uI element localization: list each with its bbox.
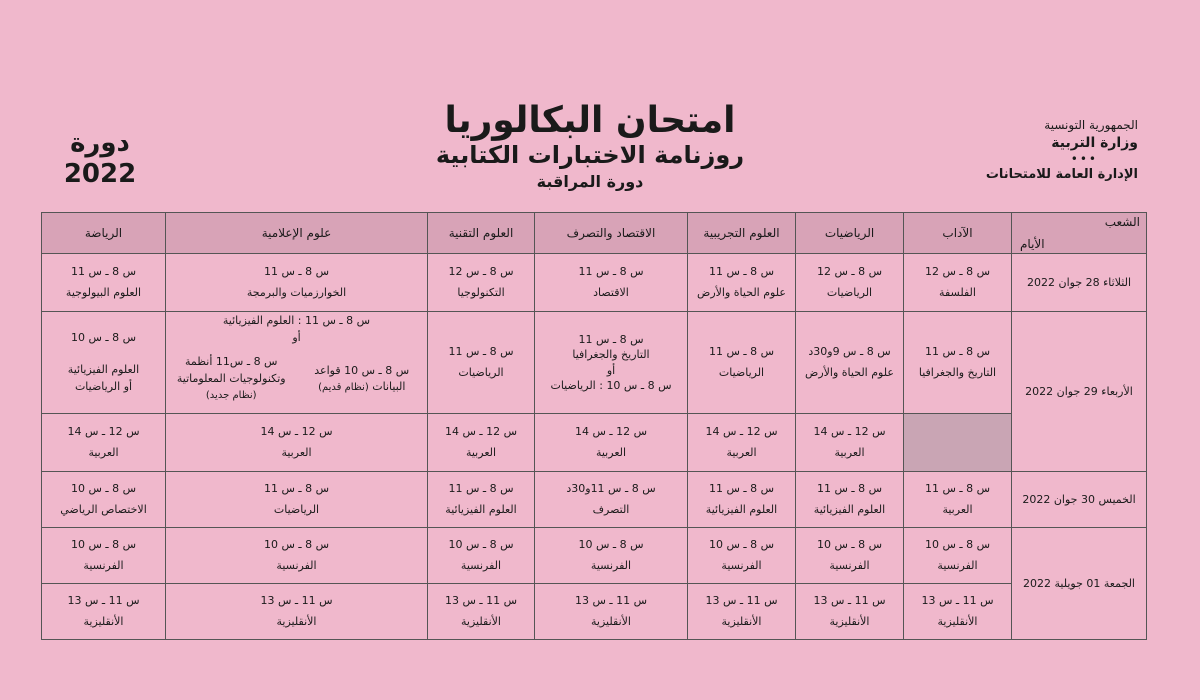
exam-time: س 8 ـ س 11 [448, 344, 514, 358]
column-header: الرياضيات [796, 213, 904, 254]
exam-subject: الرياضيات [273, 502, 320, 516]
exam-time: س 8 ـ س 12 [448, 264, 514, 278]
day-cell: الثلاثاء 28 جوان 2022 [1012, 254, 1147, 312]
exam-time: س 11 ـ س 13 [444, 593, 518, 607]
exam-time-subject: س 8 ـ س 11 : العلوم الفيزيائية [222, 314, 371, 327]
exam-subject: التكنولوجيا [457, 285, 505, 299]
split-cell-table [166, 313, 427, 412]
exam-cell [688, 584, 796, 640]
exam-subject: العلوم الفيزيائية [705, 502, 778, 516]
exam-subject: الفرنسية [829, 558, 870, 572]
exam-subject: الأنقليزية [937, 614, 978, 628]
table-row [42, 584, 1147, 640]
exam-subject: العربية [595, 445, 627, 459]
exam-time: س 12 ـ س 14 [813, 424, 886, 438]
exam-schedule-table [41, 212, 1147, 640]
exam-time: س 8 ـ س 12 [816, 264, 883, 278]
exam-cell [535, 254, 688, 312]
exam-cell [428, 528, 535, 584]
exam-time: س 8 ـ س 9و30د [808, 344, 891, 358]
exam-time: س 11 ـ س 13 [67, 593, 140, 607]
exam-time: س 8 ـ س 11 [263, 481, 330, 495]
table-row [42, 528, 1147, 584]
exam-cell [796, 584, 904, 640]
exam-subject: الأنقليزية [721, 614, 762, 628]
column-header: العلوم التجريبية [688, 213, 796, 254]
exam-subject: الاقتصاد [593, 285, 629, 299]
exam-cell [166, 584, 428, 640]
exam-time: س 8 ـ س 11 [924, 344, 991, 358]
exam-time: س 12 ـ س 14 [444, 424, 518, 438]
exam-time: س 11 ـ س 13 [705, 593, 778, 607]
exam-time: س 8 ـ س 10 [70, 537, 137, 551]
exam-subject: الفرنسية [460, 558, 502, 572]
exam-cell [42, 254, 166, 312]
column-header: الآداب [904, 213, 1012, 254]
exam-time: س 12 ـ س 14 [67, 424, 140, 438]
exam-cell [796, 414, 904, 472]
exam-time: س 8 ـ س 10 [344, 363, 410, 377]
exam-cell [428, 584, 535, 640]
exam-subject: الرياضيات [718, 365, 765, 379]
table-row [42, 254, 1147, 312]
exam-cell [688, 528, 796, 584]
page-title: امتحان البكالوريا [444, 100, 736, 141]
exam-subject: العلوم الفيزيائية [67, 362, 140, 376]
ministry-block [938, 118, 1138, 184]
exam-subject: الفرنسية [276, 558, 317, 572]
exam-subject: الفرنسية [590, 558, 632, 572]
exam-time: س 8 ـ س 10 [606, 378, 672, 392]
exam-subject: العربية [281, 445, 312, 459]
exam-time: س 11 ـ س 13 [574, 593, 648, 607]
exam-cell [428, 312, 535, 414]
exam-time: س 8 ـ س 10 [70, 331, 137, 345]
exam-cell [42, 414, 166, 472]
or-label: أو [292, 330, 301, 344]
exam-subject: أو الرياضيات [74, 380, 133, 394]
exam-cell [904, 584, 1012, 640]
exam-subject: التاريخ والجغرافيا [918, 365, 997, 379]
exam-subject: الرياضيات [458, 365, 504, 379]
exam-time: س 8 ـ س 10 [816, 537, 883, 551]
exam-subject: أنظمة وتكنولوجيات المعلوماتية [176, 355, 286, 385]
exam-time: س 8 ـ س 10 [708, 537, 775, 551]
exam-subject: الاختصاص الرياضي [60, 502, 147, 516]
exam-cell [535, 584, 688, 640]
column-header: الاقتصاد والتصرف [535, 213, 688, 254]
corner-bottom-label: الأيام [1020, 237, 1045, 251]
exam-subject: الفرنسية [721, 558, 762, 572]
exam-cell [796, 528, 904, 584]
exam-time: س 8 ـ س 11 [708, 264, 775, 278]
exam-subject: العربية [465, 445, 497, 459]
exam-subject: علوم الحياة والأرض [697, 285, 786, 299]
exam-subject: العربية [726, 445, 757, 459]
republic-name: الجمهورية التونسية [1044, 118, 1138, 132]
exam-time: س 11 ـ س 13 [813, 593, 886, 607]
table-row [42, 472, 1147, 528]
exam-subject: الفلسفة [939, 285, 976, 299]
exam-cell [535, 414, 688, 472]
exam-cell [428, 414, 535, 472]
session-name: دورة المراقبة [536, 172, 644, 192]
or-label: أو [606, 363, 616, 377]
exam-subject: الرياضيات [826, 285, 873, 299]
exam-time: س 8 ـ س 10 [263, 537, 330, 551]
exam-cell [428, 254, 535, 312]
dots-separator: ••• [1070, 151, 1098, 166]
session-label: دورة [70, 128, 130, 158]
exam-time: س 8 ـ س 11 [578, 264, 644, 278]
page-subtitle: روزنامة الاختبارات الكتابية [435, 141, 745, 170]
exam-cell [904, 472, 1012, 528]
exam-time: س 12 ـ س 14 [574, 424, 648, 438]
exam-cell [688, 472, 796, 528]
empty-shaded-cell [904, 414, 1012, 472]
exam-cell [688, 414, 796, 472]
exam-cell [796, 254, 904, 312]
exam-cell [166, 472, 428, 528]
title-block [380, 100, 800, 194]
split-top [166, 313, 427, 346]
exam-subject: الفرنسية [937, 558, 978, 572]
column-header: العلوم التقنية [428, 213, 535, 254]
split-right [297, 346, 428, 412]
exam-time: س 8 ـ س 11و30د [566, 481, 656, 495]
exam-cell [904, 254, 1012, 312]
exam-subject: العربية [834, 445, 865, 459]
session-year: 2022 [63, 159, 137, 190]
exam-time: س 8 ـ س 11 [263, 264, 330, 278]
exam-cell [42, 528, 166, 584]
exam-subject: الخوارزميات والبرمجة [246, 285, 347, 299]
exam-cell [796, 472, 904, 528]
exam-cell [42, 472, 166, 528]
corner-header [1012, 213, 1147, 254]
exam-cell [904, 528, 1012, 584]
exam-cell [166, 414, 428, 472]
exam-note: (نظام قديم) [318, 382, 369, 393]
exam-cell [42, 584, 166, 640]
exam-subject: قواعد البيانات [314, 363, 406, 393]
session-block [40, 128, 160, 190]
exam-time: س 11 ـ س 13 [260, 593, 333, 607]
ministry-name: وزارة التربية [1051, 134, 1138, 151]
exam-subject: العربية [88, 445, 119, 459]
exam-cell [688, 312, 796, 414]
exam-cell [904, 312, 1012, 414]
exam-subject: الأنقليزية [461, 614, 501, 628]
exam-time: س 8 ـ س 10 [924, 537, 991, 551]
exam-time: س 12 ـ س 14 [260, 424, 333, 438]
exam-time: س 8 ـ س 12 [924, 264, 991, 278]
exam-time: س 8 ـ س 10 [448, 537, 514, 551]
table-row [42, 312, 1147, 414]
exam-time: س 8 ـ س 10 [70, 481, 137, 495]
exam-note: (نظام جديد) [205, 390, 257, 402]
exam-time: س 11 ـ س 13 [921, 593, 994, 607]
exam-time: س 8 ـ س 11 [70, 264, 137, 278]
exam-subject: العلوم البيولوجية [65, 285, 142, 299]
exam-time: س 8 ـ س 11 [816, 481, 883, 495]
day-cell: الأربعاء 29 جوان 2022 [1012, 312, 1147, 472]
exams-directorate: الإدارة العامة للامتحانات [985, 167, 1138, 183]
exam-subject: التصرف [592, 502, 630, 516]
exam-subject: الرياضيات [550, 378, 596, 392]
exam-time: س 8 ـ س 11 [924, 481, 991, 495]
exam-time: س 8 ـ س 11 [708, 481, 775, 495]
exam-subject: الأنقليزية [276, 614, 317, 628]
exam-time: س 8 ـ س 11 [578, 332, 644, 346]
exam-time: س 8 ـ س 11 [708, 344, 775, 358]
exam-cell-split [166, 312, 428, 414]
exam-subject: الفرنسية [83, 558, 124, 572]
exam-cell: س 8 ـ س 11 التاريخ والجغرافيا أو س 8 ـ س 10 : الرياضيات [535, 312, 688, 414]
exam-time: س 8 ـ س11 [215, 355, 278, 369]
exam-subject: الأنقليزية [83, 614, 124, 628]
exam-cell [428, 472, 535, 528]
split-left [166, 346, 297, 412]
exam-subject: التاريخ والجغرافيا [572, 348, 650, 362]
exam-subject: العلوم الفيزيائية [813, 502, 886, 516]
exam-cell [688, 254, 796, 312]
column-header: علوم الإعلامية [166, 213, 428, 254]
header-row [42, 213, 1147, 254]
exam-subject: العلوم الفيزيائية [445, 502, 517, 516]
exam-cell [535, 472, 688, 528]
day-cell: الجمعة 01 جويلية 2022 [1012, 528, 1147, 640]
exam-cell [796, 312, 904, 414]
exam-cell [166, 528, 428, 584]
column-header: الرياضة [42, 213, 166, 254]
exam-cell [42, 312, 166, 414]
exam-time: س 12 ـ س 14 [705, 424, 778, 438]
corner-top-label: الشعب [1104, 215, 1140, 229]
exam-subject: العربية [942, 502, 973, 516]
exam-subject: علوم الحياة والأرض [805, 365, 894, 379]
exam-cell [166, 254, 428, 312]
exam-time: س 8 ـ س 10 [578, 537, 644, 551]
exam-cell [535, 528, 688, 584]
exam-subject: الأنقليزية [591, 614, 631, 628]
exam-subject: الأنقليزية [829, 614, 870, 628]
day-cell: الخميس 30 جوان 2022 [1012, 472, 1147, 528]
table-row [42, 414, 1147, 472]
exam-time: س 8 ـ س 11 [448, 481, 514, 495]
